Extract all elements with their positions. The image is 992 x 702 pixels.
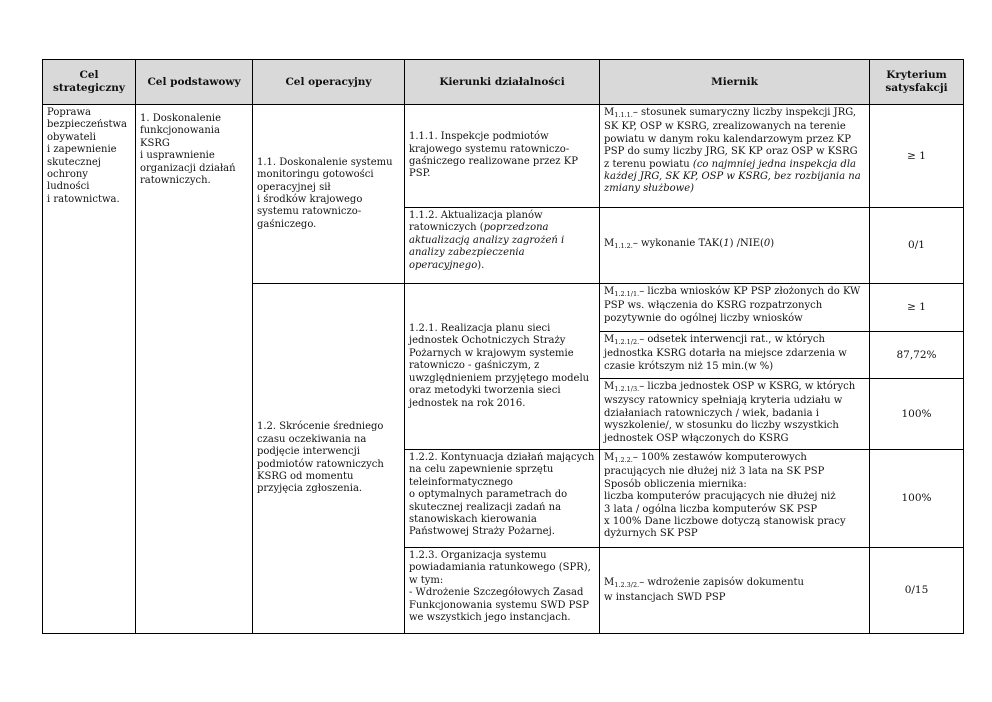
header-strategic: Cel strategiczny — [43, 60, 136, 105]
criterion-1-2-1-3: 100% — [870, 379, 964, 450]
direction-1-2-2: 1.2.2. Kontynuacja działań mających na celu zapewnienie sprzętu teleinformatycznego o optymalnych parametrach do skutecznej realizacji zadań na stanowiskach kierowania Państwowej Straży Pożarnej. — [405, 450, 600, 548]
measure-1-2-2: $M_{1.2.2.}-$ 100% zestawów komputerowych pracujących nie dłużej niż 3 lata na SK PSP Sposób obliczenia miernika: liczba komputerów pracujących nie dłużej niż 3 lata / ogólna liczba komputerów SK PSP x 100% Dane liczbowe dotyczą stanowisk pracy dyżurnych SK PSP — [600, 450, 870, 548]
header-row — [43, 60, 964, 105]
table-row — [43, 105, 964, 208]
direction-1-2-1: 1.2.1. Realizacja planu sieci jednostek Ochotniczych Straży Pożarnych w krajowym systemie ratowniczo - gaśniczym, z uwzględnieniem przyjętego modelu oraz metodyki tworzenia sieci jednostek na rok 2016. — [405, 284, 600, 450]
measure-1-2-1-2: $M_{1.2.1/2.}-$ odsetek interwencji rat., w których jednostka KSRG dotarła na miejsce zdarzenia w czasie krótszym niż 15 min.(w %) — [600, 332, 870, 379]
criterion-1-2-1-1: ≥ 1 — [870, 284, 964, 332]
criterion-1-2-2: 100% — [870, 450, 964, 548]
operational-goal-1-2: 1.2. Skrócenie średniego czasu oczekiwania na podjęcie interwencji podmiotów ratowniczych KSRG od momentu przyjęcia zgłoszenia. — [253, 284, 405, 634]
header-basic: Cel podstawowy — [136, 60, 253, 105]
direction-1-1-1: 1.1.1. Inspekcje podmiotów krajowego systemu ratowniczo- gaśniczego realizowane przez KP PSP. — [405, 105, 600, 208]
operational-goal-1-1: 1.1. Doskonalenie systemu monitoringu gotowości operacyjnej sił i środków krajowego systemu ratowniczo- gaśniczego. — [253, 105, 405, 284]
criterion-1-1-1: ≥ 1 — [870, 105, 964, 208]
goals-table — [42, 59, 964, 634]
measure-1-1-1: $M_{1.1.1.}-$ stosunek sumaryczny liczby inspekcji JRG, SK KP, OSP w KSRG, zrealizowanych na terenie powiatu w danym roku kalendarzowym przez KP PSP do sumy liczby JRG, SK KP oraz OSP w KSRG z terenu powiatu (co najmniej jedna inspekcja dla każdej JRG, SK KP, OSP w KSRG, bez rozbijania na zmiany służbowe) — [600, 105, 870, 208]
basic-goal-cell: 1. Doskonalenie funkcjonowania KSRG i usprawnienie organizacji działań ratowniczych. — [136, 105, 253, 634]
strategic-goal-cell: Poprawa bezpieczeństwa obywateli i zapewnienie skutecznej ochrony ludności i ratownictwa. — [43, 105, 136, 634]
criterion-1-1-2: 0/1 — [870, 208, 964, 284]
header-criterion: Kryterium satysfakcji — [870, 60, 964, 105]
measure-1-2-3: $M_{1.2.3/2.}-$ wdrożenie zapisów dokumentu w instancjach SWD PSP — [600, 548, 870, 634]
measure-1-2-1-1: $M_{1.2.1/1.}-$ liczba wniosków KP PSP złożonych do KW PSP ws. włączenia do KSRG rozpatrzonych pozytywnie do ogólnej liczby wniosków — [600, 284, 870, 332]
header-operational: Cel operacyjny — [253, 60, 405, 105]
measure-1-1-2: $M_{1.1.2.}-$ wykonanie TAK(1) /NIE(0) — [600, 208, 870, 284]
header-directions: Kierunki działalności — [405, 60, 600, 105]
measure-1-2-1-3: $M_{1.2.1/3.}-$ liczba jednostek OSP w KSRG, w których wszyscy ratownicy spełniają kryteria udziału w działaniach ratowniczych / wiek, badania i wyszkolenie/, w stosunku do liczby wszystkich jednostek OSP włączonych do KSRG — [600, 379, 870, 450]
header-measure: Miernik — [600, 60, 870, 105]
criterion-1-2-3: 0/15 — [870, 548, 964, 634]
direction-1-1-2: 1.1.2. Aktualizacja planów ratowniczych (poprzedzona aktualizacją analizy zagrożeń i analizy zabezpieczenia operacyjnego). — [405, 208, 600, 284]
direction-1-2-3: 1.2.3. Organizacja systemu powiadamiania ratunkowego (SPR), w tym: - Wdrożenie Szczegółowych Zasad Funkcjonowania systemu SWD PSP we wszystkich jego instancjach. — [405, 548, 600, 634]
criterion-1-2-1-2: 87,72% — [870, 332, 964, 379]
